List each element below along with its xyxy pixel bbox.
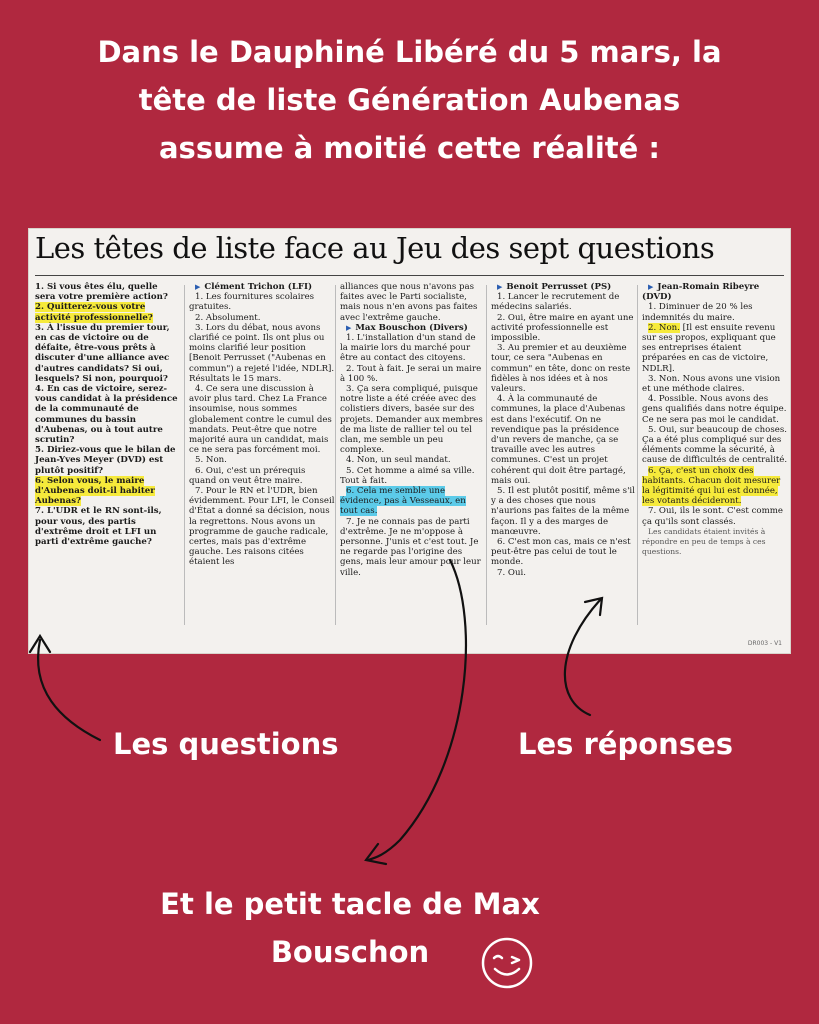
answer: 2. Absolument. [195, 312, 261, 323]
tackle-label [0, 880, 700, 976]
highlighted-answer: 6. Cela me semble une évidence, pas à Vesseaux, en tout cas. [340, 486, 466, 517]
question: 1. Si vous êtes élu, quelle sera votre première action? [35, 282, 168, 303]
headline [0, 28, 819, 172]
answer: 5. Oui, sur beaucoup de choses. Ça a été plus compliqué sur des éléments comme la sécurité, à cause de difficultés de centralité. [642, 424, 788, 466]
answer-note: [Il est ensuite revenu sur ses propos, expliquant que ses entreprises étaient préparées en cas de victoire, NDLR]. [642, 322, 776, 374]
answer: 5. Il est plutôt positif, même s'il y a des choses que nous n'aurions pas faites de la même façon. Il y a des marges de manœuvre. [491, 486, 635, 537]
answer: 4. Possible. Nous avons des gens qualifiés dans notre équipe. Ce ne sera pas moi le candidat. [642, 394, 787, 425]
headline-line-2: tête de liste Génération Aubenas [138, 83, 681, 117]
arrow-questions [38, 640, 100, 740]
question: 7. L'UDR et le RN sont-ils, pour vous, des partis d'extrême droit et LFI un parti d'extrême gauche? [35, 506, 162, 548]
highlighted-answer: 2. Non. [648, 322, 680, 333]
answers-ribeyre-column [642, 282, 788, 557]
column-divider [335, 285, 336, 625]
answer: 2. Tout à fait. Je serai un maire à 100 %. [340, 363, 482, 384]
answer: 5. Cet homme a aimé sa ville. Tout à fait. [340, 465, 475, 486]
candidate-name: ▶ Max Bouschon (Divers) [340, 323, 486, 333]
highlighted-question: 6. Selon vous, le maire d'Aubenas doit-il habiter Aubenas? [35, 475, 155, 507]
question: 4. En cas de victoire, serez-vous candidat à la présidence de la communauté de communes du bassin d'Aubenas, ou à tout autre scrutin? [35, 384, 178, 446]
answer: 3. Au premier et au deuxième tour, ce sera "Aubenas en commun" en tête, donc on reste fidèles à nos idées et à nos valeurs. [491, 343, 631, 395]
answers-bouschon-column [340, 282, 486, 578]
candidate-name: ▶ Jean-Romain Ribeyre (DVD) [642, 282, 788, 302]
page-folio: DR003 - V1 [747, 640, 782, 647]
title-rule [35, 275, 784, 276]
clipping-title: Les têtes de liste face au Jeu des sept questions [35, 231, 715, 265]
footnote: Les candidats étaient invités à répondre en peu de temps à ces questions. [642, 526, 766, 557]
question: 5. Diriez-vous que le bilan de Jean-Yves Meyer (DVD) est plutôt positif? [35, 445, 176, 476]
answer: 1. L'installation d'un stand de la mairie lors du marché pour être au contact des citoyens. [340, 333, 476, 364]
highlighted-question: 2. Quitterez-vous votre activité professionnelle? [35, 302, 153, 323]
continued-text: alliances que nous n'avons pas faites avec le Parti socialiste, mais nous n'en avons pas faites avec l'extrême gauche. [340, 282, 478, 323]
answers-trichon-column [189, 282, 335, 568]
tackle-line-2: Bouschon [270, 935, 430, 969]
answer: 4. À la communauté de communes, la place d'Aubenas est dans l'exécutif. On ne revendique pas la présidence d'un revers de manche, ça se travaille avec les autres communes. C'est un projet cohérent qui doit être partagé, mais oui. [491, 394, 626, 486]
arrow-tackle-head [366, 844, 386, 864]
answers-label: Les réponses [518, 727, 733, 761]
question [35, 476, 181, 507]
answer: 6. C'est mon cas, mais ce n'est peut-être pas celui de tout le monde. [491, 537, 631, 568]
question: 3. À l'issue du premier tour, en cas de victoire ou de défaite, être-vous prêts à discuter d'une alliance avec d'autres candidats? Si oui, lesquels? Si non, pourquoi? [35, 322, 170, 384]
newspaper-clipping [28, 228, 791, 654]
column-divider [184, 285, 185, 625]
questions-label: Les questions [113, 727, 339, 761]
answer: 4. Ce sera une discussion à avoir plus tard. Chez La France insoumise, nous sommes globalement contre le cumul des mandats. Peut-être que notre majorité aura un candidat, mais ce ne sera pas forcément moi. [189, 384, 332, 456]
answer: 1. Diminuer de 20 % les indemnités du maire. [642, 302, 753, 323]
question [35, 302, 181, 322]
answer: 6. Oui, c'est un prérequis quand on veut être maire. [189, 465, 306, 486]
answer: 7. Oui. [497, 567, 526, 578]
winking-face-icon [480, 936, 534, 990]
headline-line-3: assume à moitié cette réalité : [158, 131, 661, 165]
answer: 7. Je ne connais pas de parti d'extrême. Je ne m'oppose à personne. J'unis et c'est tout. Je ne regarde pas l'origine des gens, mais leur amour pour leur ville. [340, 516, 481, 578]
answer: 7. Oui, ils le sont. C'est comme ça qu'ils sont classés. [642, 506, 783, 527]
answer: 3. Ça sera compliqué, puisque notre liste a été créée avec des colistiers divers, basée sur des projets. Demander aux membres de ma liste de rallier tel ou tel clan, me semble un peu complexe. [340, 384, 483, 456]
answer: 1. Lancer le recrutement de médecins salariés. [491, 292, 620, 313]
questions-column [35, 282, 181, 547]
answer: 1. Les fournitures scolaires gratuites. [189, 292, 315, 313]
tackle-line-1: Et le petit tacle de Max [160, 887, 540, 921]
headline-line-1: Dans le Dauphiné Libéré du 5 mars, la [97, 35, 722, 69]
answer: 5. Non. [195, 455, 227, 466]
column-divider [637, 285, 638, 625]
highlighted-answer: 6. Ça, c'est un choix des habitants. Chacun doit mesurer la légitimité qui lui est donnée, les votants décideront. [642, 465, 781, 507]
candidate-name: ▶ Clément Trichon (LFI) [189, 282, 335, 292]
answers-perrusset-column [491, 282, 637, 578]
column-divider [486, 285, 487, 625]
answer: 7. Pour le RN et l'UDR, bien évidemment. Pour LFI, le Conseil d'État a donné sa décision, nous la regrettons. Nous avons un programme de gauche radicale, certes, mais pas d'extrême gauche. Les raisons citées étaient les [189, 486, 335, 568]
answer: 4. Non, un seul mandat. [346, 455, 451, 466]
answer: 3. Lors du débat, nous avons clarifié ce point. Ils ont plus ou moins clarifié leur position [Benoit Perrusset ("Aubenas en commun") a rejeté l'idée, NDLR]. Résultats le 15 mars. [189, 322, 335, 384]
candidate-name: ▶ Benoit Perrusset (PS) [491, 282, 637, 292]
answer: 3. Non. Nous avons une vision et une méthode claires. [642, 373, 781, 395]
answer: 2. Oui, être maire en ayant une activité professionnelle est impossible. [491, 312, 634, 344]
